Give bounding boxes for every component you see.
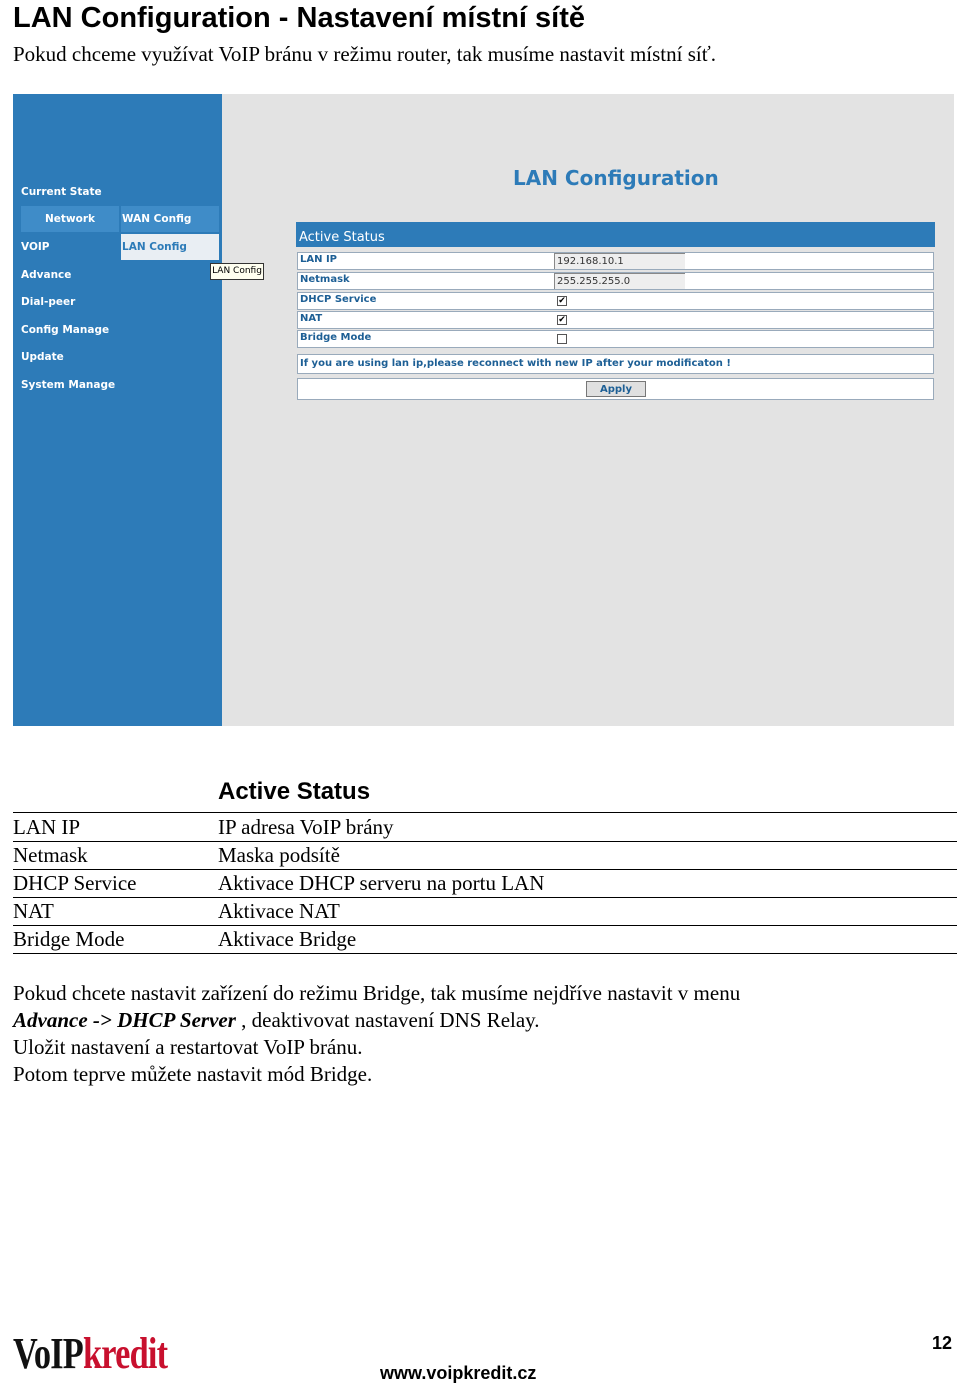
dhcp-service-label: DHCP Service (300, 294, 377, 305)
submenu-wan-config[interactable]: WAN Config (121, 206, 219, 232)
table-rule (13, 897, 957, 898)
submenu-network[interactable]: Network (21, 206, 119, 232)
sidebar (13, 94, 222, 726)
dhcp-service-checkbox[interactable]: ✔ (558, 296, 566, 306)
nat-label: NAT (300, 313, 323, 324)
tooltip: LAN Config (210, 263, 264, 280)
note-line-2-rest: , deaktivovat nastavení DNS Relay. (235, 1008, 540, 1032)
apply-row (297, 378, 934, 400)
table-term: NAT (13, 899, 54, 923)
lan-ip-input[interactable]: 192.168.10.1 (554, 253, 685, 269)
table-term: DHCP Service (13, 871, 137, 895)
lan-config-title: LAN Configuration (513, 166, 719, 190)
sidebar-item-advance[interactable]: Advance (21, 269, 72, 281)
sidebar-item-update[interactable]: Update (21, 351, 64, 363)
row-netmask (297, 272, 934, 290)
table-desc: Aktivace NAT (218, 899, 340, 923)
table-rule (13, 953, 957, 954)
router-screenshot (13, 94, 954, 726)
note-line-2 (13, 1007, 540, 1034)
table-desc: Aktivace Bridge (218, 927, 357, 951)
sidebar-item-system-manage[interactable]: System Manage (21, 379, 116, 391)
table-rule (13, 841, 957, 842)
table-header: Active Status (218, 778, 371, 805)
table-desc: Aktivace DHCP serveru na portu LAN (218, 871, 545, 895)
bridge-mode-checkbox[interactable] (557, 334, 567, 344)
sidebar-item-voip[interactable]: VOIP (21, 241, 50, 253)
row-bridge-mode (297, 330, 934, 348)
note-line-1: Pokud chcete nastavit zařízení do režimu Bridge, tak musíme nejdříve nastavit v menu (13, 981, 741, 1005)
table-term: Netmask (13, 843, 88, 867)
table-desc: Maska podsítě (218, 843, 340, 867)
table-desc: IP adresa VoIP brány (218, 815, 394, 839)
page-number: 12 (932, 1333, 953, 1353)
bridge-mode-label: Bridge Mode (300, 332, 372, 343)
lan-ip-label: LAN IP (300, 254, 338, 265)
table-rule (13, 812, 957, 813)
menu-path: Advance -> DHCP Server (13, 1008, 236, 1032)
submenu-lan-config[interactable]: LAN Config (121, 234, 219, 260)
apply-button[interactable]: Apply (586, 381, 646, 397)
table-term: LAN IP (13, 815, 81, 839)
row-nat (297, 311, 934, 329)
nat-checkbox[interactable]: ✔ (558, 315, 566, 325)
voipkredit-logo (13, 1330, 167, 1378)
table-term: Bridge Mode (13, 927, 125, 951)
row-dhcp-service (297, 292, 934, 310)
row-lan-ip (297, 252, 934, 270)
logo-voip: VoIP (13, 1329, 84, 1378)
note-line-3: Uložit nastavení a restartovat VoIP bránu. (13, 1035, 363, 1059)
netmask-label: Netmask (300, 274, 350, 285)
table-rule (13, 925, 957, 926)
logo-kredit: kredit (83, 1329, 168, 1378)
sidebar-item-current-state[interactable]: Current State (21, 186, 102, 198)
intro-text: Pokud chceme využívat VoIP bránu v režimu router, tak musíme nastavit místní síť. (13, 42, 716, 66)
note-line-4: Potom teprve můžete nastavit mód Bridge. (13, 1062, 373, 1086)
sidebar-item-config-manage[interactable]: Config Manage (21, 324, 110, 336)
footer-url[interactable]: www.voipkredit.cz (380, 1363, 537, 1383)
active-status-bar: Active Status (296, 222, 935, 247)
page-heading: LAN Configuration - Nastavení místní sítě (13, 2, 585, 34)
sidebar-item-dial-peer[interactable]: Dial-peer (21, 296, 76, 308)
netmask-input[interactable]: 255.255.255.0 (554, 273, 685, 289)
reconnect-message: If you are using lan ip,please reconnect with new IP after your modificaton ! (297, 354, 934, 374)
